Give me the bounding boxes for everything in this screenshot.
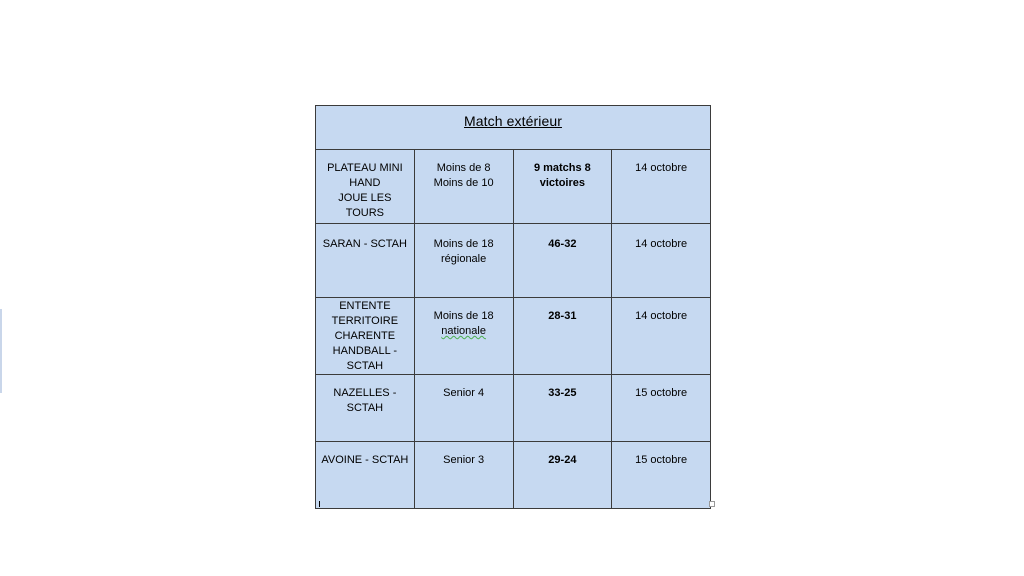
category-text: Senior 3 <box>443 454 485 466</box>
category-text: Moins de 18 <box>433 310 494 322</box>
category-cell <box>414 150 513 224</box>
date-cell <box>612 224 711 298</box>
team-text: TERRITOIRE <box>331 315 399 327</box>
away-matches-table <box>315 105 711 509</box>
table-title-cell <box>316 106 711 150</box>
date-cell <box>612 442 711 509</box>
date-cell <box>612 150 711 224</box>
table-row <box>316 224 711 298</box>
category-cell <box>414 375 513 442</box>
date-cell <box>612 298 711 375</box>
team-text: NAZELLES - SCTAH <box>333 387 397 414</box>
date-text: 15 octobre <box>635 387 688 399</box>
category-text: Moins de 18 <box>433 238 494 250</box>
team-text: CHARENTE <box>334 330 396 342</box>
score-text: 29-24 <box>548 454 577 466</box>
date-text: 14 octobre <box>635 238 688 250</box>
table-row <box>316 375 711 442</box>
date-text: 15 octobre <box>635 454 688 466</box>
score-text: 9 matchs 8 <box>533 162 591 174</box>
score-text: 46-32 <box>548 238 577 250</box>
category-cell <box>414 442 513 509</box>
score-text: victoires <box>539 177 585 189</box>
team-cell <box>316 442 415 509</box>
date-text: 14 octobre <box>635 162 688 174</box>
team-text: SARAN - SCTAH <box>322 238 407 250</box>
table-resize-handle[interactable] <box>709 501 715 507</box>
category-cell <box>414 224 513 298</box>
team-text: HANDBALL - <box>332 345 398 357</box>
category-text: régionale <box>440 253 487 265</box>
category-text: Moins de 10 <box>433 177 494 189</box>
table-row <box>316 442 711 509</box>
table-row <box>316 150 711 224</box>
team-text: ENTENTE <box>339 300 391 312</box>
table-row <box>316 298 711 375</box>
table-title: Match extérieur <box>464 113 562 129</box>
score-cell <box>513 298 612 375</box>
category-text: Senior 4 <box>443 387 485 399</box>
date-text: 14 octobre <box>635 310 688 322</box>
team-cell <box>316 298 415 375</box>
category-cell <box>414 298 513 375</box>
team-cell <box>316 375 415 442</box>
table-header-row <box>316 106 711 150</box>
team-text: HAND <box>349 177 381 189</box>
left-edge-marker <box>0 309 2 393</box>
text-cursor-marker <box>319 501 320 507</box>
team-text: JOUE LES TOURS <box>338 192 392 219</box>
category-text: Moins de 8 <box>436 162 491 174</box>
score-text: 33-25 <box>548 387 577 399</box>
category-text-spellcheck[interactable]: nationale <box>441 325 486 337</box>
score-cell <box>513 224 612 298</box>
team-text: AVOINE - SCTAH <box>321 454 409 466</box>
score-text: 28-31 <box>548 310 577 322</box>
score-cell <box>513 150 612 224</box>
results-table-container <box>315 105 711 509</box>
score-cell <box>513 375 612 442</box>
team-cell <box>316 150 415 224</box>
team-text: PLATEAU MINI <box>327 162 403 174</box>
team-text: SCTAH <box>346 360 384 372</box>
score-cell <box>513 442 612 509</box>
date-cell <box>612 375 711 442</box>
team-cell <box>316 224 415 298</box>
